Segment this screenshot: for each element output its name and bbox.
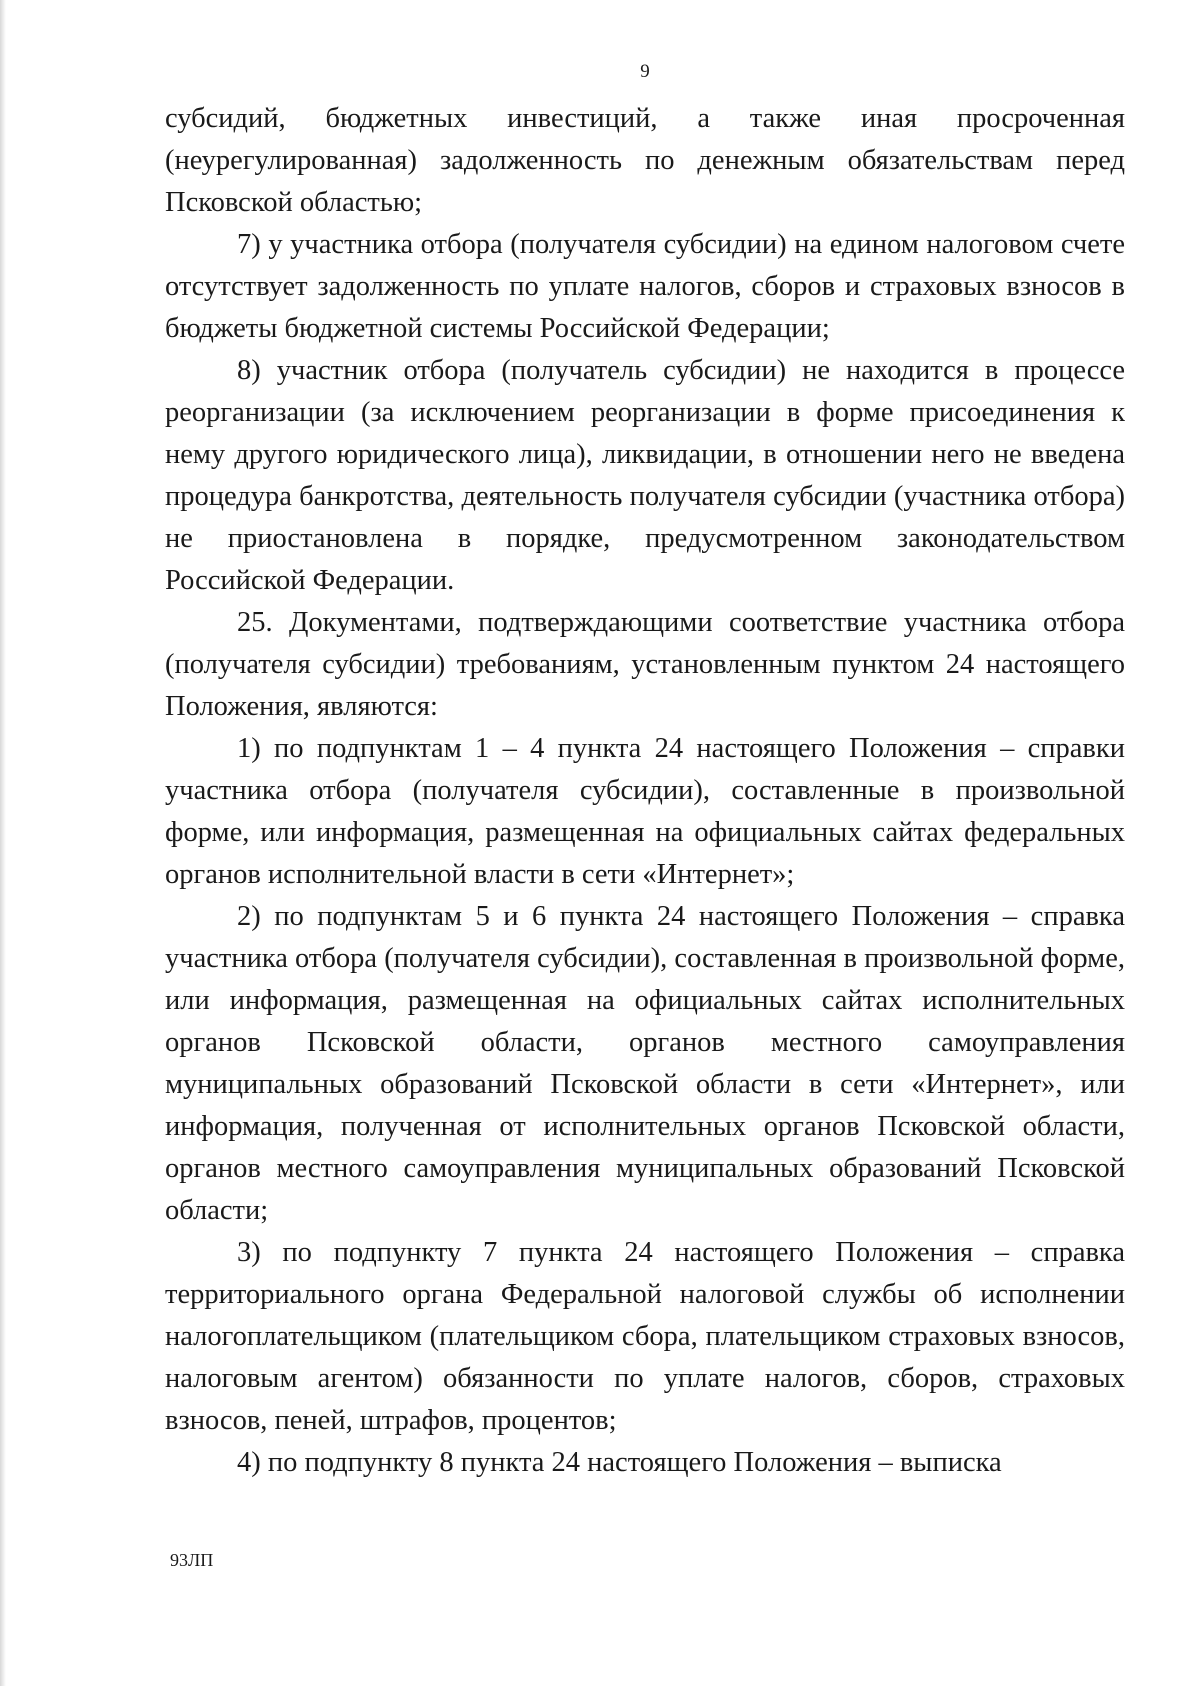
page-number: 9 xyxy=(640,61,650,82)
paragraph-subitem-2: 2) по подпунктам 5 и 6 пункта 24 настоящего Положения – справка участника отбора (получателя субсидии), составленная в произвольной форме, или информация, размещенная на официальных сайтах исполнительных органов Псковской области, органов местного самоуправления муниципальных образований Псковской области в сети «Интернет», или информация, полученная от исполнительных органов Псковской области, органов местного самоуправления муниципальных образований Псковской области; xyxy=(165,901,1125,1226)
scan-edge-shadow xyxy=(0,0,6,1686)
paragraph-clause-25: 25. Документами, подтверждающими соответствие участника отбора (получателя субсидии) требованиям, установленным пунктом 24 настоящего Положения, являются: xyxy=(165,607,1125,722)
paragraph-subitem-4: 4) по подпункту 8 пункта 24 настоящего Положения – выписка xyxy=(237,1447,1002,1478)
paragraph-item-8: 8) участник отбора (получатель субсидии) не находится в процессе реорганизации (за исключением реорганизации в форме присоединения к нему другого юридического лица), ликвидации, в отношении него не введена процедура банкротства, деятельность получателя субсидии (участника отбора) не приостановлена в порядке, предусмотренном законодательством Российской Федерации. xyxy=(165,355,1125,596)
document-body xyxy=(165,98,1125,1484)
paragraph-subitem-3: 3) по подпункту 7 пункта 24 настоящего Положения – справка территориального органа Федеральной налоговой службы об исполнении налогоплательщиком (плательщиком сбора, плательщиком страховых взносов, налоговым агентом) обязанности по уплате налогов, сборов, страховых взносов, пеней, штрафов, процентов; xyxy=(165,1237,1125,1436)
paragraph-item-7: 7) у участника отбора (получателя субсидии) на едином налоговом счете отсутствует задолженность по уплате налогов, сборов и страховых взносов в бюджеты бюджетной системы Российской Федерации; xyxy=(165,229,1125,344)
document-code: 93ЛП xyxy=(170,1550,214,1570)
paragraph-continuation: субсидий, бюджетных инвестиций, а также иная просроченная (неурегулированная) задолженность по денежным обязательствам перед Псковской областью; xyxy=(165,103,1125,218)
paragraph-subitem-1: 1) по подпунктам 1 – 4 пункта 24 настоящего Положения – справки участника отбора (получателя субсидии), составленные в произвольной форме, или информация, размещенная на официальных сайтах федеральных органов исполнительной власти в сети «Интернет»; xyxy=(165,733,1125,890)
